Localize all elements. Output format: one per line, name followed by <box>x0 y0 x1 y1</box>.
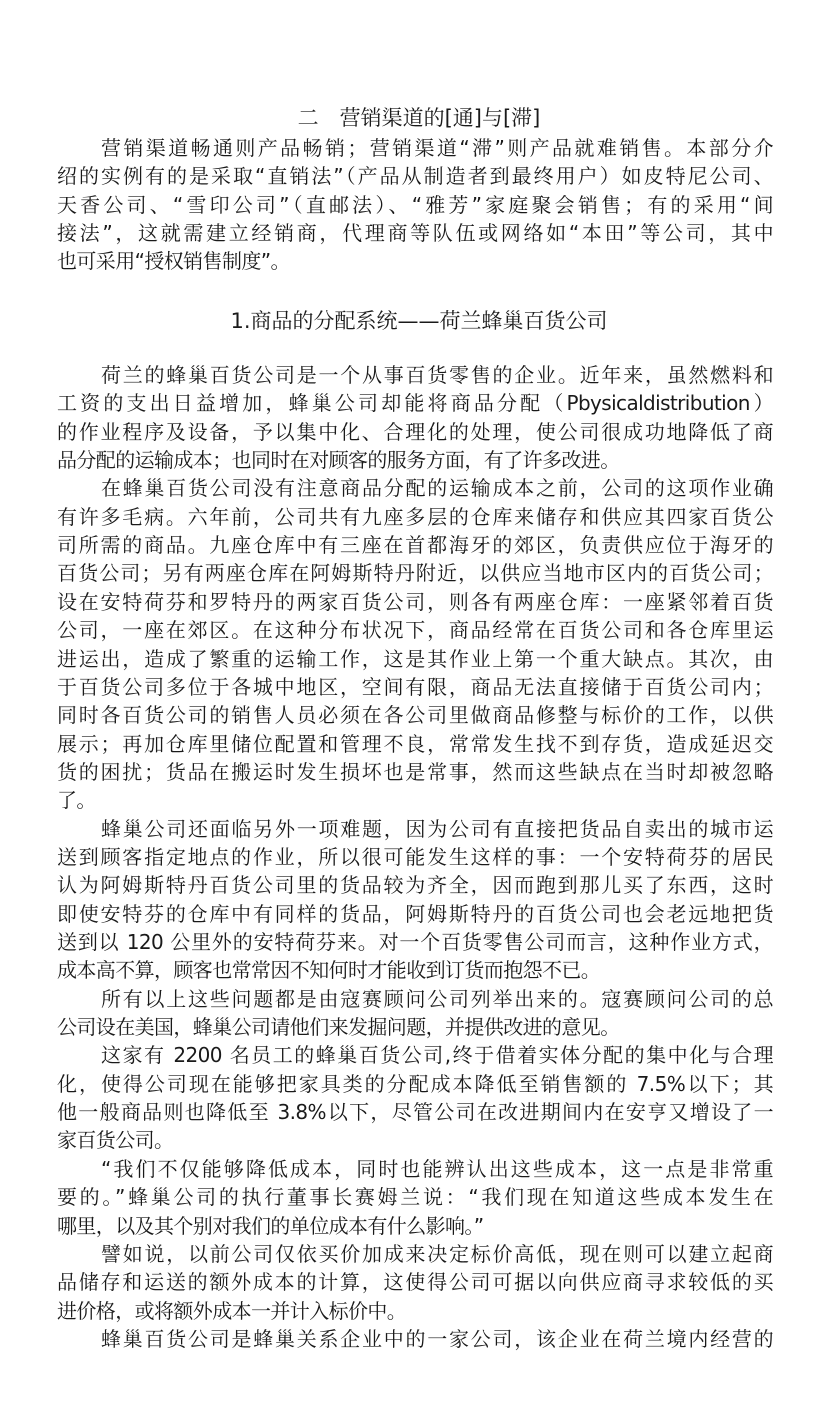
text-line: 展示；再加仓库里储位配置和管理不良，常常发生找不到存货，造成延迟交 <box>57 732 773 756</box>
text-line: 认为阿姆斯特丹百货公司里的货品较为齐全，因而跑到那儿买了东西，这时 <box>57 873 773 897</box>
text-line: 进运出，造成了繁重的运输工作，这是其作业上第一个重大缺点。其次，由 <box>57 647 773 671</box>
text-line: 接法”，这就需建立经销商，代理商等队伍或网络如“本田”等公司，其中 <box>57 221 773 245</box>
text-line: 绍的实例有的是采取“直销法”（产品从制造者到最终用户）如皮特尼公司、 <box>57 164 773 188</box>
text-line: 送到顾客指定地点的作业，所以很可能发生这样的事：一个安特荷芬的居民 <box>57 845 773 869</box>
text-line: 百货公司；另有两座仓库在阿姆斯特丹附近，以供应当地市区内的百货公司； <box>57 561 773 585</box>
text-line: 了。 <box>57 788 96 812</box>
text-line: 于百货公司多位于各城中地区，空间有限，商品无法直接储于百货公司内； <box>57 675 773 699</box>
text-line: 哪里，以及其个别对我们的单位成本有什么影响。” <box>57 1214 484 1238</box>
text-line: 设在安特荷芬和罗特丹的两家百货公司，则各有两座仓库：一座紧邻着百货 <box>57 590 773 614</box>
text-line: 化，使得公司现在能够把家具类的分配成本降低至销售额的 7.5%以下；其 <box>57 1072 773 1096</box>
text-line: 送到以 120 公里外的安特荷芬来。对一个百货零售公司而言，这种作业方式， <box>57 930 773 954</box>
text-line: 品分配的运输成本；也同时在对顾客的服务方面，有了许多改进。 <box>57 448 620 472</box>
section-title: 二 营销渠道的[通]与[滞] <box>297 106 541 130</box>
text-line: 同时各百货公司的销售人员必须在各公司里做商品修整与标价的工作，以供 <box>57 703 773 727</box>
text-line: 要的。”蜂巢公司的执行董事长赛姆兰说：“我们现在知道这些成本发生在 <box>57 1185 773 1209</box>
text-line: 进价格，或将额外成本一并计入标价中。 <box>57 1299 407 1323</box>
text-line: “我们不仅能够降低成本，同时也能辨认出这些成本，这一点是非常重 <box>101 1157 773 1181</box>
text-line: 营销渠道畅通则产品畅销；营销渠道“滞”则产品就难销售。本部分介 <box>101 136 773 160</box>
text-line: 譬如说，以前公司仅依买价加成来决定标价高低，现在则可以建立起商 <box>101 1242 773 1266</box>
text-line: 也可采用“授权销售制度”。 <box>57 249 290 273</box>
text-line: 这家有 2200 名员工的蜂巢百货公司,终于借着实体分配的集中化与合理 <box>101 1043 773 1067</box>
text-line: 在蜂巢百货公司没有注意商品分配的运输成本之前，公司的这项作业确 <box>101 476 773 500</box>
text-line: 荷兰的蜂巢百货公司是一个从事百货零售的企业。近年来，虽然燃料和 <box>101 363 773 387</box>
text-line: 家百货公司。 <box>57 1128 174 1152</box>
text-line: 天香公司、“雪印公司”（直邮法）、“雅芳”家庭聚会销售；有的采用“间 <box>57 193 773 217</box>
text-line: 工资的支出日益增加，蜂巢公司却能将商品分配（Pbysicaldistribution） <box>57 391 773 415</box>
text-line: 公司，一座在郊区。在这种分布状况下，商品经常在百货公司和各仓库里运 <box>57 618 773 642</box>
text-line: 蜂巢公司还面临另外一项难题，因为公司有直接把货品自卖出的城市运 <box>101 817 773 841</box>
text-line: 公司设在美国，蜂巢公司请他们来发掘问题，并提供改进的意见。 <box>57 1015 620 1039</box>
text-line: 的作业程序及设备，予以集中化、合理化的处理，使公司很成功地降低了商 <box>57 420 773 444</box>
text-line: 所有以上这些问题都是由寇赛顾问公司列举出来的。寇赛顾问公司的总 <box>101 987 773 1011</box>
text-line: 有许多毛病。六年前，公司共有九座多层的仓库来储存和供应其四家百货公 <box>57 505 773 529</box>
text-line: 司所需的商品。九座仓库中有三座在首都海牙的郊区，负责供应位于海牙的 <box>57 533 773 557</box>
text-line: 即使安特芬的仓库中有同样的货品，阿姆斯特丹的百货公司也会老远地把货 <box>57 902 773 926</box>
case-title: 1.商品的分配系统——荷兰蜂巢百货公司 <box>230 309 608 333</box>
text-line: 蜂巢百货公司是蜂巢关系企业中的一家公司，该企业在荷兰境内经营的 <box>101 1327 773 1351</box>
text-line: 货的困扰；货品在搬运时发生损坏也是常事，然而这些缺点在当时却被忽略 <box>57 760 773 784</box>
text-line: 品储存和运送的额外成本的计算，这使得公司可据以向供应商寻求较低的买 <box>57 1270 773 1294</box>
text-line: 成本高不算，顾客也常常因不知何时才能收到订货而抱怨不已。 <box>57 958 601 982</box>
text-line: 他一般商品则也降低至 3.8%以下，尽管公司在改进期间内在安亨又增设了一 <box>57 1100 773 1124</box>
